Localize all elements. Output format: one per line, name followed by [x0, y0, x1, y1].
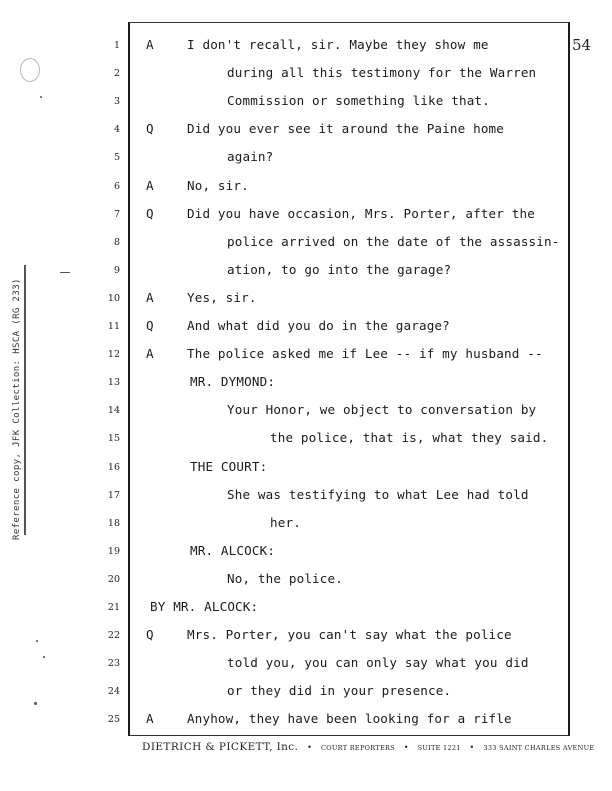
line-text: And what did you do in the garage? [187, 318, 450, 333]
line-text: told you, you can only say what you did [227, 655, 529, 671]
line-text: Commission or something like that. [227, 93, 490, 109]
transcript-line [0, 148, 612, 168]
line-number: 25 [107, 714, 120, 726]
transcript-line [0, 626, 612, 646]
line-number: 23 [107, 658, 120, 670]
transcript-line [0, 120, 612, 140]
speaker-label: Q [146, 318, 154, 333]
line-number: 13 [107, 377, 120, 389]
transcript-line [0, 542, 612, 562]
transcript-line [0, 654, 612, 674]
reporter-footer [142, 741, 594, 753]
line-text: police arrived on the date of the assassin- [227, 233, 560, 249]
line-text: or they did in your presence. [227, 683, 452, 699]
line-number: 8 [113, 236, 120, 248]
scan-speck [60, 272, 70, 273]
line-text: Yes, sir. [187, 289, 257, 305]
line-number: 20 [107, 573, 120, 585]
transcript-line [0, 429, 612, 449]
line-number: 4 [113, 124, 120, 136]
line-text: the police, that is, what they said. [270, 430, 549, 446]
line-text: MR. DYMOND: [190, 374, 276, 390]
line-number: 19 [107, 545, 120, 557]
line-number: 18 [107, 517, 120, 529]
scan-speck [40, 96, 42, 98]
line-number: 7 [113, 208, 120, 220]
line-number: 1 [113, 40, 120, 51]
transcript-line [0, 486, 612, 506]
line-text: No, sir. [187, 177, 249, 193]
footer-separator: • [307, 743, 313, 752]
line-number: 16 [107, 461, 120, 473]
transcript-line [0, 598, 612, 618]
footer-firm: DIETRICH & PICKETT, Inc. [142, 741, 299, 753]
line-text: again? [227, 149, 274, 165]
line-text: Did you ever see it around the Paine home [187, 121, 505, 137]
speaker-label: Q [146, 627, 154, 643]
transcript-line [0, 373, 612, 393]
speaker-label: A [146, 289, 154, 305]
line-number: 22 [107, 630, 120, 642]
transcript-line [0, 233, 612, 253]
line-number: 2 [113, 68, 120, 80]
line-text: THE COURT: [190, 458, 268, 474]
speaker-label: A [146, 37, 154, 52]
scan-speck [34, 702, 37, 705]
line-number: 10 [107, 292, 120, 304]
line-text: Your Honor, we object to conversation by [227, 402, 537, 418]
speaker-label: A [146, 711, 154, 727]
transcript-line [0, 514, 612, 534]
line-text: Did you have occasion, Mrs. Porter, after the [187, 205, 535, 221]
line-text: No, the police. [227, 570, 343, 586]
transcript-line [0, 289, 612, 309]
transcript-line [0, 345, 612, 365]
transcript-line [0, 261, 612, 281]
line-text: She was testifying to what Lee had told [227, 486, 529, 502]
transcript-line [0, 401, 612, 421]
transcript-line [0, 177, 612, 197]
transcript-line [0, 92, 612, 112]
line-number: 12 [107, 349, 120, 361]
transcript-line [0, 64, 612, 84]
footer-separator: • [403, 743, 409, 752]
margin-bar [24, 265, 26, 535]
line-text: BY MR. ALCOCK: [150, 599, 259, 614]
line-text: Mrs. Porter, you can't say what the police [187, 627, 512, 643]
line-number: 21 [107, 602, 120, 613]
transcript-line [0, 205, 612, 225]
transcript-line [0, 36, 612, 56]
line-number: 14 [107, 405, 120, 417]
line-number: 6 [113, 180, 120, 192]
transcript-line [0, 682, 612, 702]
line-text: The police asked me if Lee -- if my husband -- [187, 346, 543, 362]
transcript-line [0, 570, 612, 590]
transcript-line [0, 317, 612, 337]
speaker-label: A [146, 346, 154, 362]
line-number: 15 [107, 433, 120, 445]
line-text: Anyhow, they have been looking for a rifle [187, 711, 512, 727]
archive-stamp: Reference copy, JFK Collection: HSCA (RG 233) [12, 278, 22, 540]
line-number: 24 [107, 686, 120, 698]
line-number: 5 [113, 152, 120, 164]
footer-separator: • [469, 743, 475, 752]
line-number: 17 [107, 489, 120, 501]
speaker-label: A [146, 177, 154, 193]
punch-hole-mark [20, 58, 40, 82]
line-text: ation, to go into the garage? [227, 261, 452, 277]
line-number: 9 [113, 264, 120, 276]
speaker-label: Q [146, 205, 154, 221]
line-number: 3 [113, 96, 120, 108]
line-number: 11 [107, 321, 120, 332]
line-text: during all this testimony for the Warren [227, 65, 537, 81]
transcript-line [0, 710, 612, 730]
line-text: MR. ALCOCK: [190, 542, 276, 558]
footer-address: 333 SAINT CHARLES AVENUE [483, 744, 595, 752]
footer-suite: SUITE 1221 [417, 744, 461, 752]
scan-speck [36, 640, 38, 642]
scan-speck [43, 656, 45, 658]
line-text: her. [270, 514, 301, 530]
footer-role: COURT REPORTERS [320, 744, 395, 752]
transcript-line [0, 458, 612, 478]
page-number: 54 [572, 36, 592, 54]
speaker-label: Q [146, 121, 154, 137]
line-text: I don't recall, sir. Maybe they show me [187, 37, 489, 52]
